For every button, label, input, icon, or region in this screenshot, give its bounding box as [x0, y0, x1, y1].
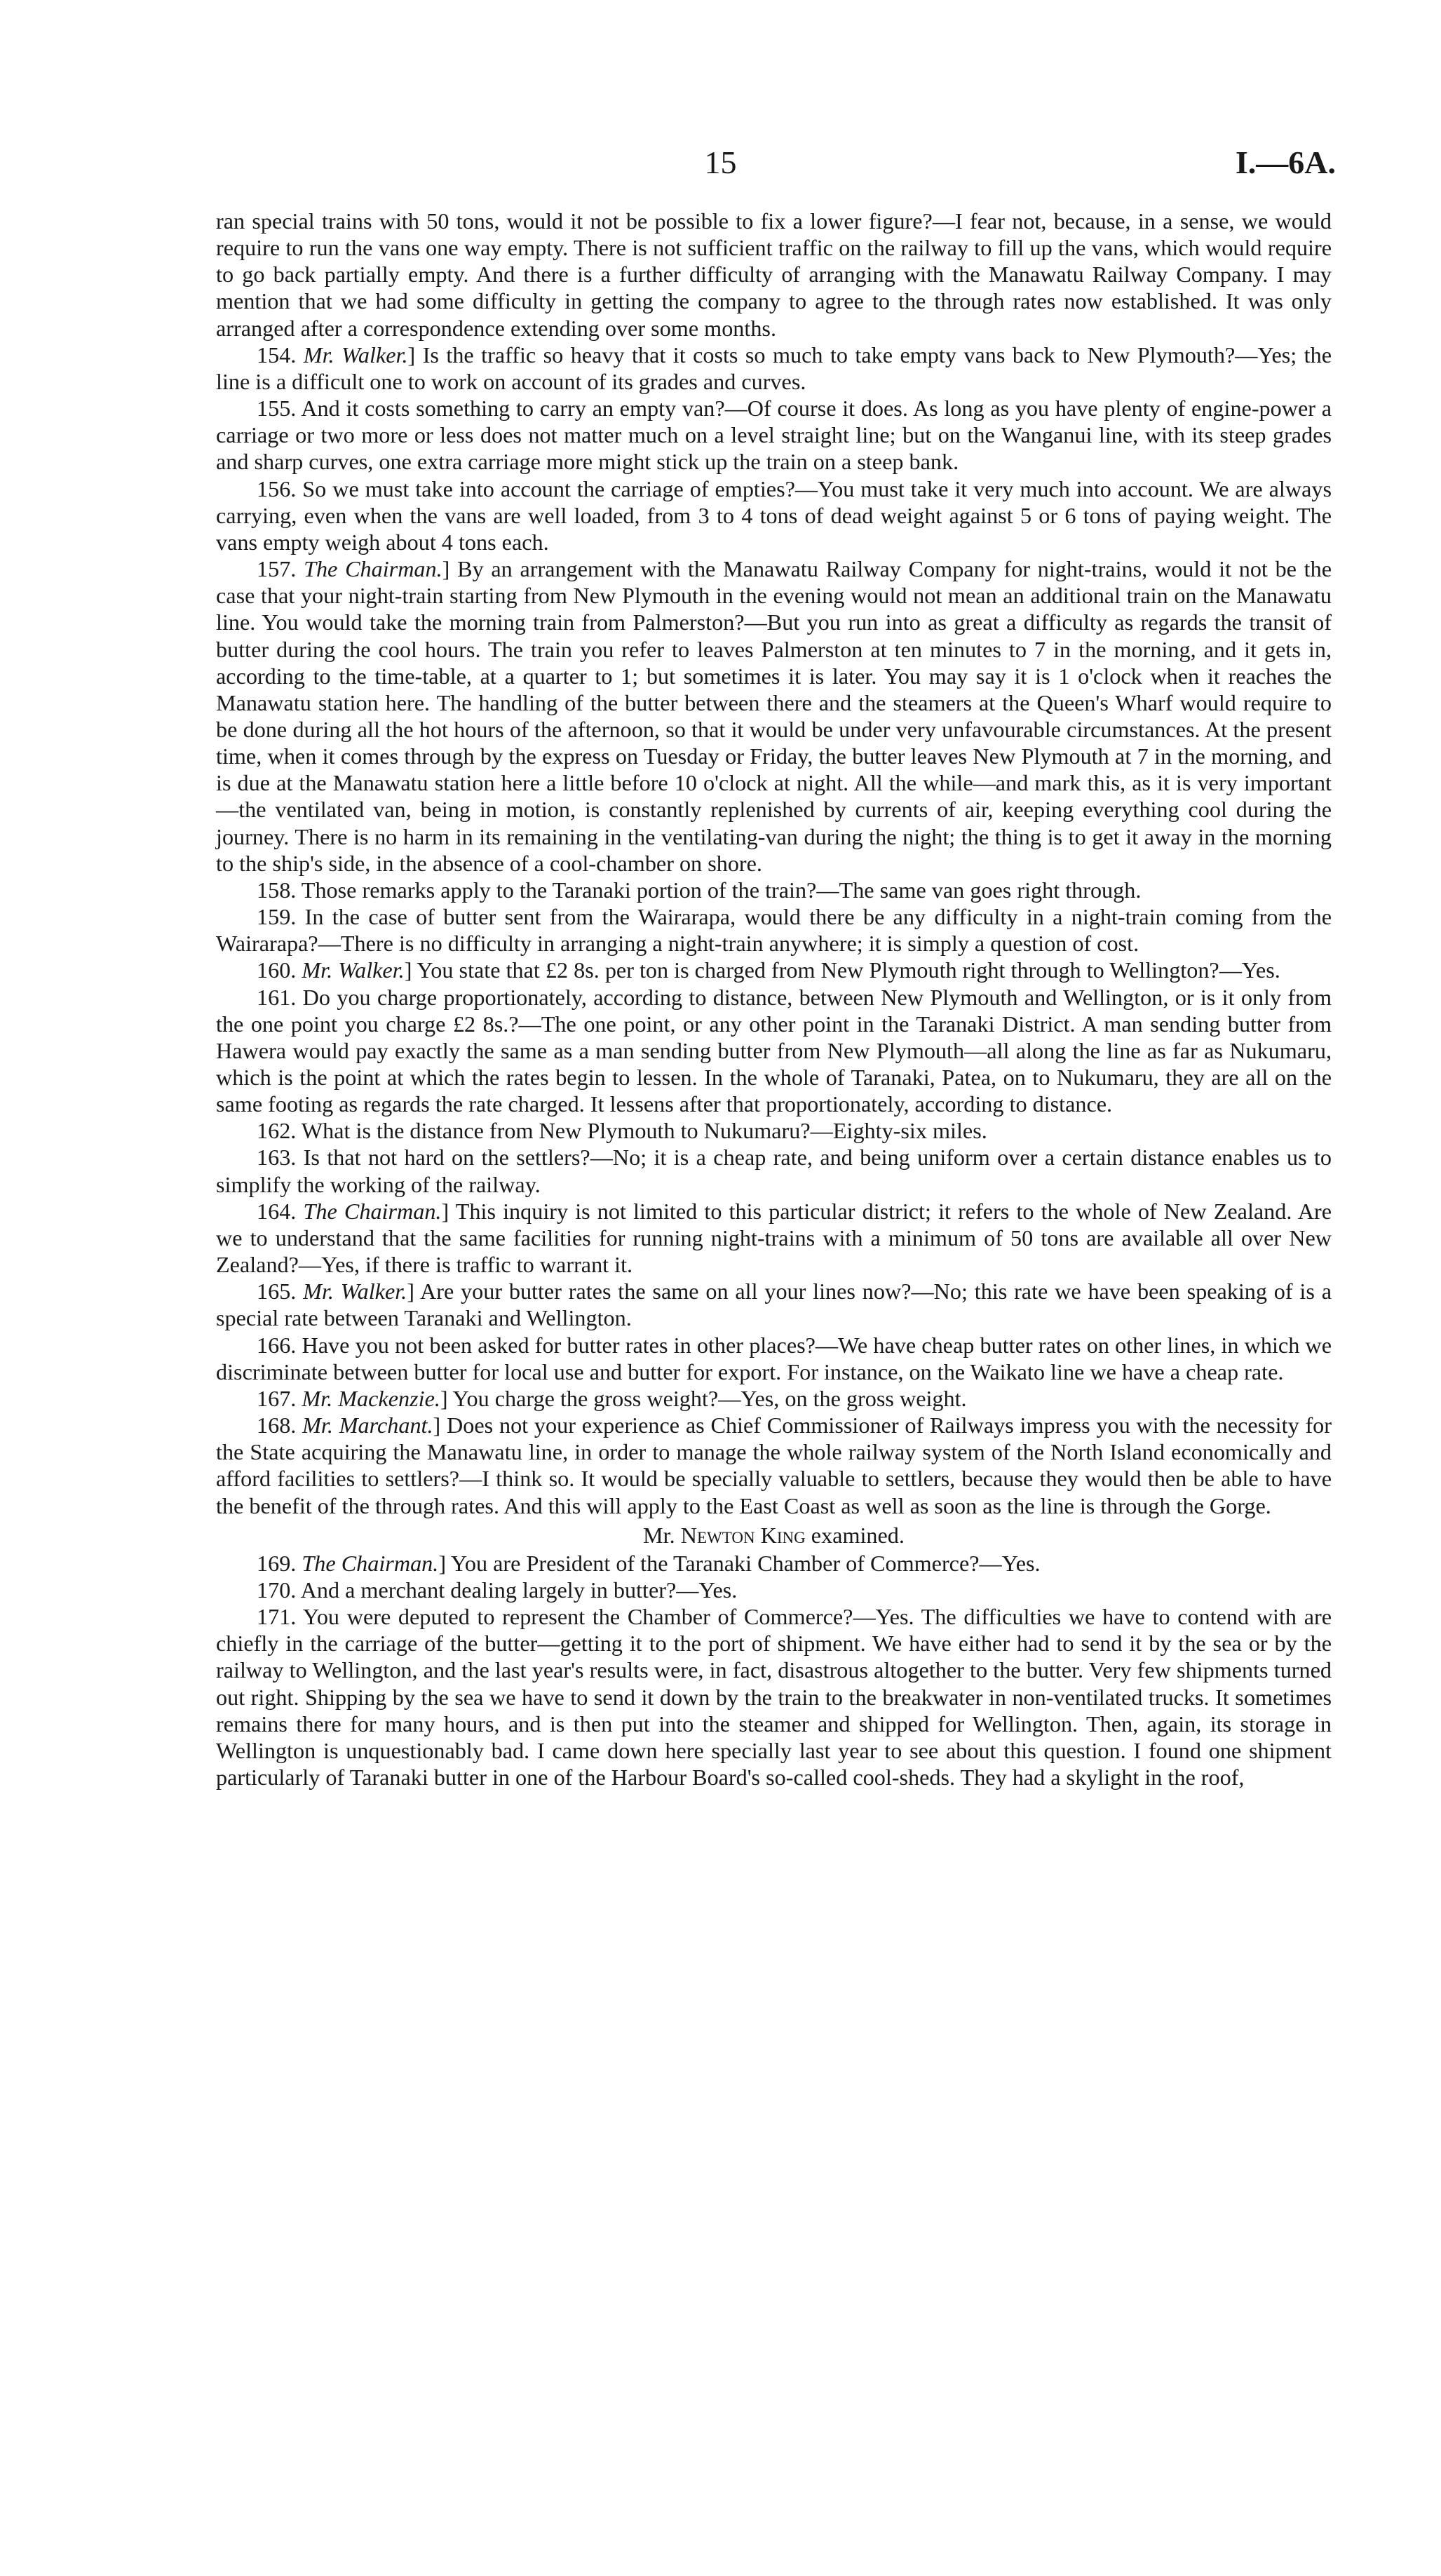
- witness-name: Newton King: [680, 1522, 806, 1548]
- question-text: And it costs something to carry an empty van?—Of course it does. As long as you have plenty of engine-power a carriage or two more or less does not matter much on a level straight line; but on the Wanganui line, with its steep grades and sharp curves, one extra carriage more might stick up the train on a steep bank.: [216, 396, 1332, 475]
- question-170: [216, 1577, 1332, 1603]
- question-text: Is that not hard on the settlers?—No; it is a cheap rate, and being uniform over a certain distance enables us to simplify the working of the railway.: [216, 1145, 1332, 1197]
- question-168: [216, 1412, 1332, 1519]
- question-159: [216, 903, 1332, 957]
- question-number: 169.: [257, 1550, 297, 1576]
- question-number: 167.: [257, 1385, 297, 1411]
- question-text: Those remarks apply to the Taranaki portion of the train?—The same van goes right through.: [301, 877, 1142, 903]
- question-text: ] Is the traffic so heavy that it costs so much to take empty vans back to New Plymouth?—Yes; the line is a difficult one to work on account of its grades and curves.: [216, 342, 1332, 394]
- question-163: [216, 1144, 1332, 1197]
- question-text: Have you not been asked for butter rates in other places?—We have cheap butter rates on other lines, in which we discriminate between butter for local use and butter for export. For instance, on the Waikato line we have a cheap rate.: [216, 1332, 1332, 1384]
- speaker: Mr. Walker.: [303, 1279, 407, 1304]
- question-number: 165.: [257, 1279, 297, 1304]
- speaker: Mr. Walker.: [302, 957, 405, 983]
- question-text: ] You state that £2 8s. per ton is charged from New Plymouth right through to Wellington?—Yes.: [404, 957, 1280, 983]
- speaker: Mr. Mackenzie.: [302, 1385, 440, 1411]
- question-text: What is the distance from New Plymouth to Nukumaru?—Eighty-six miles.: [301, 1118, 987, 1144]
- question-text: ] Are your butter rates the same on all your lines now?—No; this rate we have been speaking of is a special rate between Taranaki and Wellington.: [216, 1279, 1332, 1331]
- question-154: [216, 342, 1332, 395]
- paragraph-continued: [216, 208, 1332, 342]
- question-text: And a merchant dealing largely in butter?—Yes.: [300, 1577, 738, 1603]
- speaker: The Chairman.: [303, 1198, 442, 1224]
- question-text: Do you charge proportionately, according to distance, between New Plymouth and Wellington, or is it only from the one point you charge £2 8s.?—The one point, or any other point in the Taranaki District. A man sending butter from Hawera would pay exactly the same as a man sending butter from New Plymouth—all along the line as far as Nukumaru, which is the point at which the rates begin to lessen. In the whole of Taranaki, Patea, on to Nukumaru, they are all on the same footing as regards the rate charged. It lessens after that proportionately, according to distance.: [216, 984, 1332, 1117]
- body-text: [216, 208, 1332, 1791]
- question-number: 161.: [257, 984, 297, 1010]
- speaker: Mr. Marchant.: [302, 1412, 433, 1438]
- question-text: ] This inquiry is not limited to this particular district; it refers to the whole of New Zealand. Are we to understand that the same facilities for running night-trains with a minimum of 50 tons are available all over New Zealand?—Yes, if there is traffic to warrant it.: [216, 1198, 1332, 1278]
- question-number: 162.: [257, 1118, 297, 1144]
- section-prefix: Mr.: [643, 1522, 681, 1548]
- question-number: 171.: [257, 1604, 297, 1630]
- paragraph-text: ran special trains with 50 tons, would it not be possible to fix a lower figure?—I fear not, because, in a sense, we would require to run the vans one way empty. There is not sufficient traffic on the railway to fill up the vans, which would require to go back partially empty. And there is a further difficulty of arranging with the Manawatu Railway Company. I may mention that we had some difficulty in getting the company to agree to the through rates now established. It was only arranged after a correspondence extending over some months.: [216, 208, 1332, 341]
- question-165: [216, 1278, 1332, 1331]
- question-166: [216, 1332, 1332, 1385]
- speaker: Mr. Walker.: [303, 342, 408, 367]
- question-171: [216, 1603, 1332, 1791]
- question-number: 168.: [257, 1412, 297, 1438]
- question-number: 166.: [257, 1332, 297, 1358]
- question-158: [216, 877, 1332, 903]
- question-155: [216, 395, 1332, 475]
- question-number: 170.: [257, 1577, 297, 1603]
- question-157: [216, 555, 1332, 877]
- question-160: [216, 957, 1332, 983]
- question-number: 159.: [257, 904, 297, 930]
- question-text: ] By an arrangement with the Manawatu Railway Company for night-trains, would it not be the case that your night-train starting from New Plymouth in the evening would not mean an additional train on the Manawatu line. You would take the morning train from Palmerston?—But you run into as great a difficulty as regards the transit of butter during the cool hours. The train you refer to leaves Palmerston at ten minutes to 7 in the morning, and it gets in, according to the time-table, at a quarter to 1; but sometimes it is later. You may say it is 1 o'clock when it reaches the Manawatu station here. The handling of the butter between there and the steamers at the Queen's Wharf would require to be done during all the hot hours of the afternoon, so that it would be under very unfavourable circumstances. At the present time, when it comes through by the express on Tuesday or Friday, the butter leaves New Plymouth at 7 in the morning, and is due at the Manawatu station here a little before 10 o'clock at night. All the while—and mark this, as it is very important—the ventilated van, being in motion, is constantly replenished by currents of air, keeping everything cool during the journey. There is no harm in its remaining in the ventilating-van during the night; the thing is to get it away in the morning to the ship's side, in the absence of a cool-chamber on shore.: [216, 556, 1332, 876]
- document-reference: I.—6A.: [1235, 144, 1336, 180]
- question-number: 158.: [257, 877, 297, 903]
- question-text: You were deputed to represent the Chamber of Commerce?—Yes. The difficulties we have to contend with are chiefly in the carriage of the butter—getting it to the port of shipment. We have either had to send it by the sea or by the railway to Wellington, and the last year's results were, in fact, disastrous altogether to the butter. Very few shipments turned out right. Shipping by the sea we have to send it down by the train to the breakwater in non-ventilated trucks. It sometimes remains there for many hours, and is then put into the steamer and shipped for Wellington. Then, again, its storage in Wellington is unquestionably bad. I came down here specially last year to see about this question. I found one shipment particularly of Taranaki butter in one of the Harbour Board's so-called cool-sheds. They had a skylight in the roof,: [216, 1604, 1332, 1791]
- question-169: [216, 1550, 1332, 1577]
- page-header: [0, 144, 1441, 186]
- question-text: ] You are President of the Taranaki Chamber of Commerce?—Yes.: [438, 1550, 1041, 1576]
- question-number: 164.: [257, 1198, 297, 1224]
- question-number: 155.: [257, 396, 297, 422]
- question-162: [216, 1117, 1332, 1144]
- question-text: So we must take into account the carriage of empties?—You must take it very much into account. We are always carrying, even when the vans are well loaded, from 3 to 4 tons of dead weight against 5 or 6 tons of paying weight. The vans empty weigh about 4 tons each.: [216, 476, 1332, 555]
- question-text: ] You charge the gross weight?—Yes, on the gross weight.: [440, 1385, 967, 1411]
- question-text: ] Does not your experience as Chief Commissioner of Railways impress you with the necessity for the State acquiring the Manawatu line, in order to manage the whole railway system of the North Island economically and afford facilities to settlers?—I think so. It would be specially valuable to settlers, because they would then be able to have the benefit of the through rates. And this will apply to the East Coast as well as soon as the line is through the Gorge.: [216, 1412, 1332, 1518]
- question-number: 163.: [257, 1145, 297, 1171]
- question-156: [216, 476, 1332, 555]
- question-text: In the case of butter sent from the Wairarapa, would there be any difficulty in a night-train coming from the Wairarapa?—There is no difficulty in arranging a night-train anywhere; it is simply a question of cost.: [216, 904, 1332, 957]
- page-number: 15: [704, 144, 737, 180]
- question-number: 154.: [257, 342, 297, 367]
- question-161: [216, 984, 1332, 1118]
- question-164: [216, 1198, 1332, 1278]
- question-167: [216, 1385, 1332, 1412]
- speaker: The Chairman.: [304, 556, 442, 582]
- question-number: 156.: [257, 476, 297, 501]
- section-suffix: examined.: [805, 1522, 905, 1548]
- question-number: 160.: [257, 957, 297, 983]
- question-number: 157.: [257, 556, 297, 582]
- speaker: The Chairman.: [302, 1550, 439, 1576]
- section-heading: [216, 1522, 1332, 1549]
